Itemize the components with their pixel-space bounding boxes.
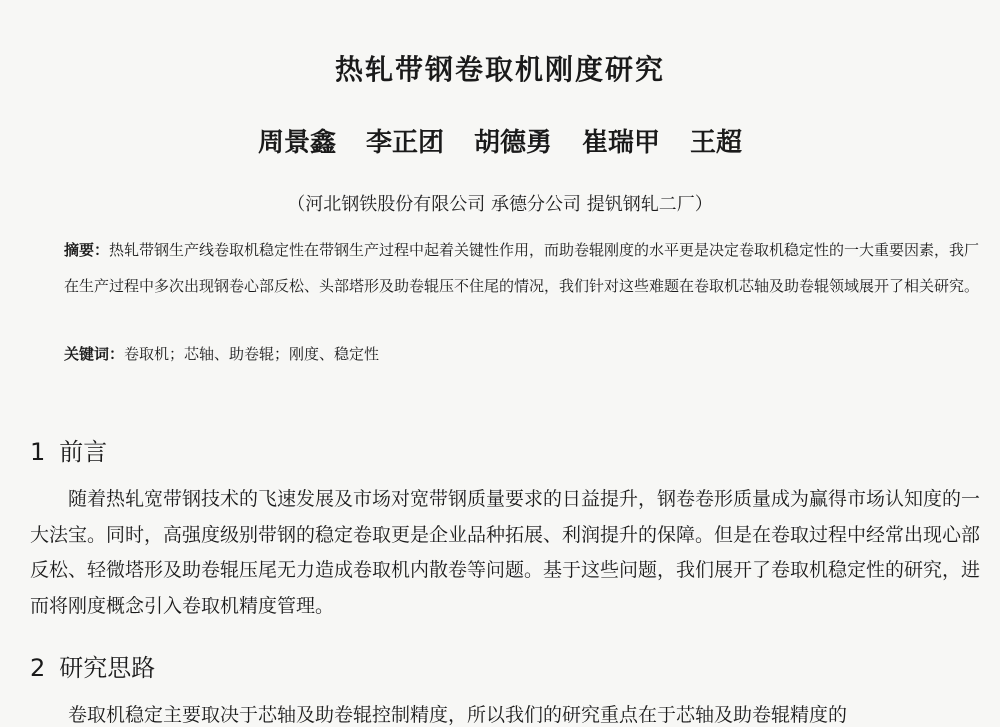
section-number: 1 — [30, 438, 46, 466]
keywords-label: 关键词： — [64, 345, 125, 363]
section-title: 研究思路 — [59, 654, 156, 682]
abstract — [64, 232, 984, 304]
author-name: 胡德勇 — [473, 128, 552, 158]
keywords-text: 卷取机；芯轴、助卷辊；刚度、稳定性 — [124, 345, 380, 363]
section-heading — [30, 432, 107, 467]
section-body: 卷取机稳定主要取决于芯轴及助卷辊控制精度，所以我们的研究重点在于芯轴及助卷辊精度的 — [68, 704, 848, 726]
author-name: 崔瑞甲 — [582, 128, 661, 158]
affiliation: （河北钢铁股份有限公司 承德分公司 提钒钢轧二厂） — [287, 194, 713, 215]
abstract-text: 热轧带钢生产线卷取机稳定性在带钢生产过程中起着关键性作用，而助卷辊刚度的水平更是决定卷取机稳定性的一大重要因素，我厂在生产过程中多次出现钢卷心部反松、头部塔形及助卷辊压不住尾的情况，我们针对这些难题在卷取机芯轴及助卷辊领域展开了相关研究。 — [64, 241, 980, 295]
author-name: 王超 — [690, 128, 743, 158]
section-heading — [30, 648, 155, 683]
section-number: 2 — [30, 654, 46, 682]
author-list — [0, 122, 1000, 159]
keywords — [64, 343, 984, 364]
abstract-label: 摘要： — [64, 241, 110, 259]
author-name: 周景鑫 — [257, 128, 336, 158]
section-title: 前言 — [59, 438, 108, 466]
paper-title: 热轧带钢卷取机刚度研究 — [334, 53, 665, 86]
section-body: 随着热轧宽带钢技术的飞速发展及市场对宽带钢质量要求的日益提升，钢卷卷形质量成为赢得市场认知度的一大法宝。同时，高强度级别带钢的稳定卷取更是企业品种拓展、利润提升的保障。但是在卷取过程中经常出现心部反松、轻微塔形及助卷辊压尾无力造成卷取机内散卷等问题。基于这些问题，我们展开了卷取机稳定性的研究，进而将刚度概念引入卷取机精度管理。 — [30, 488, 981, 617]
author-name: 李正团 — [365, 128, 444, 158]
